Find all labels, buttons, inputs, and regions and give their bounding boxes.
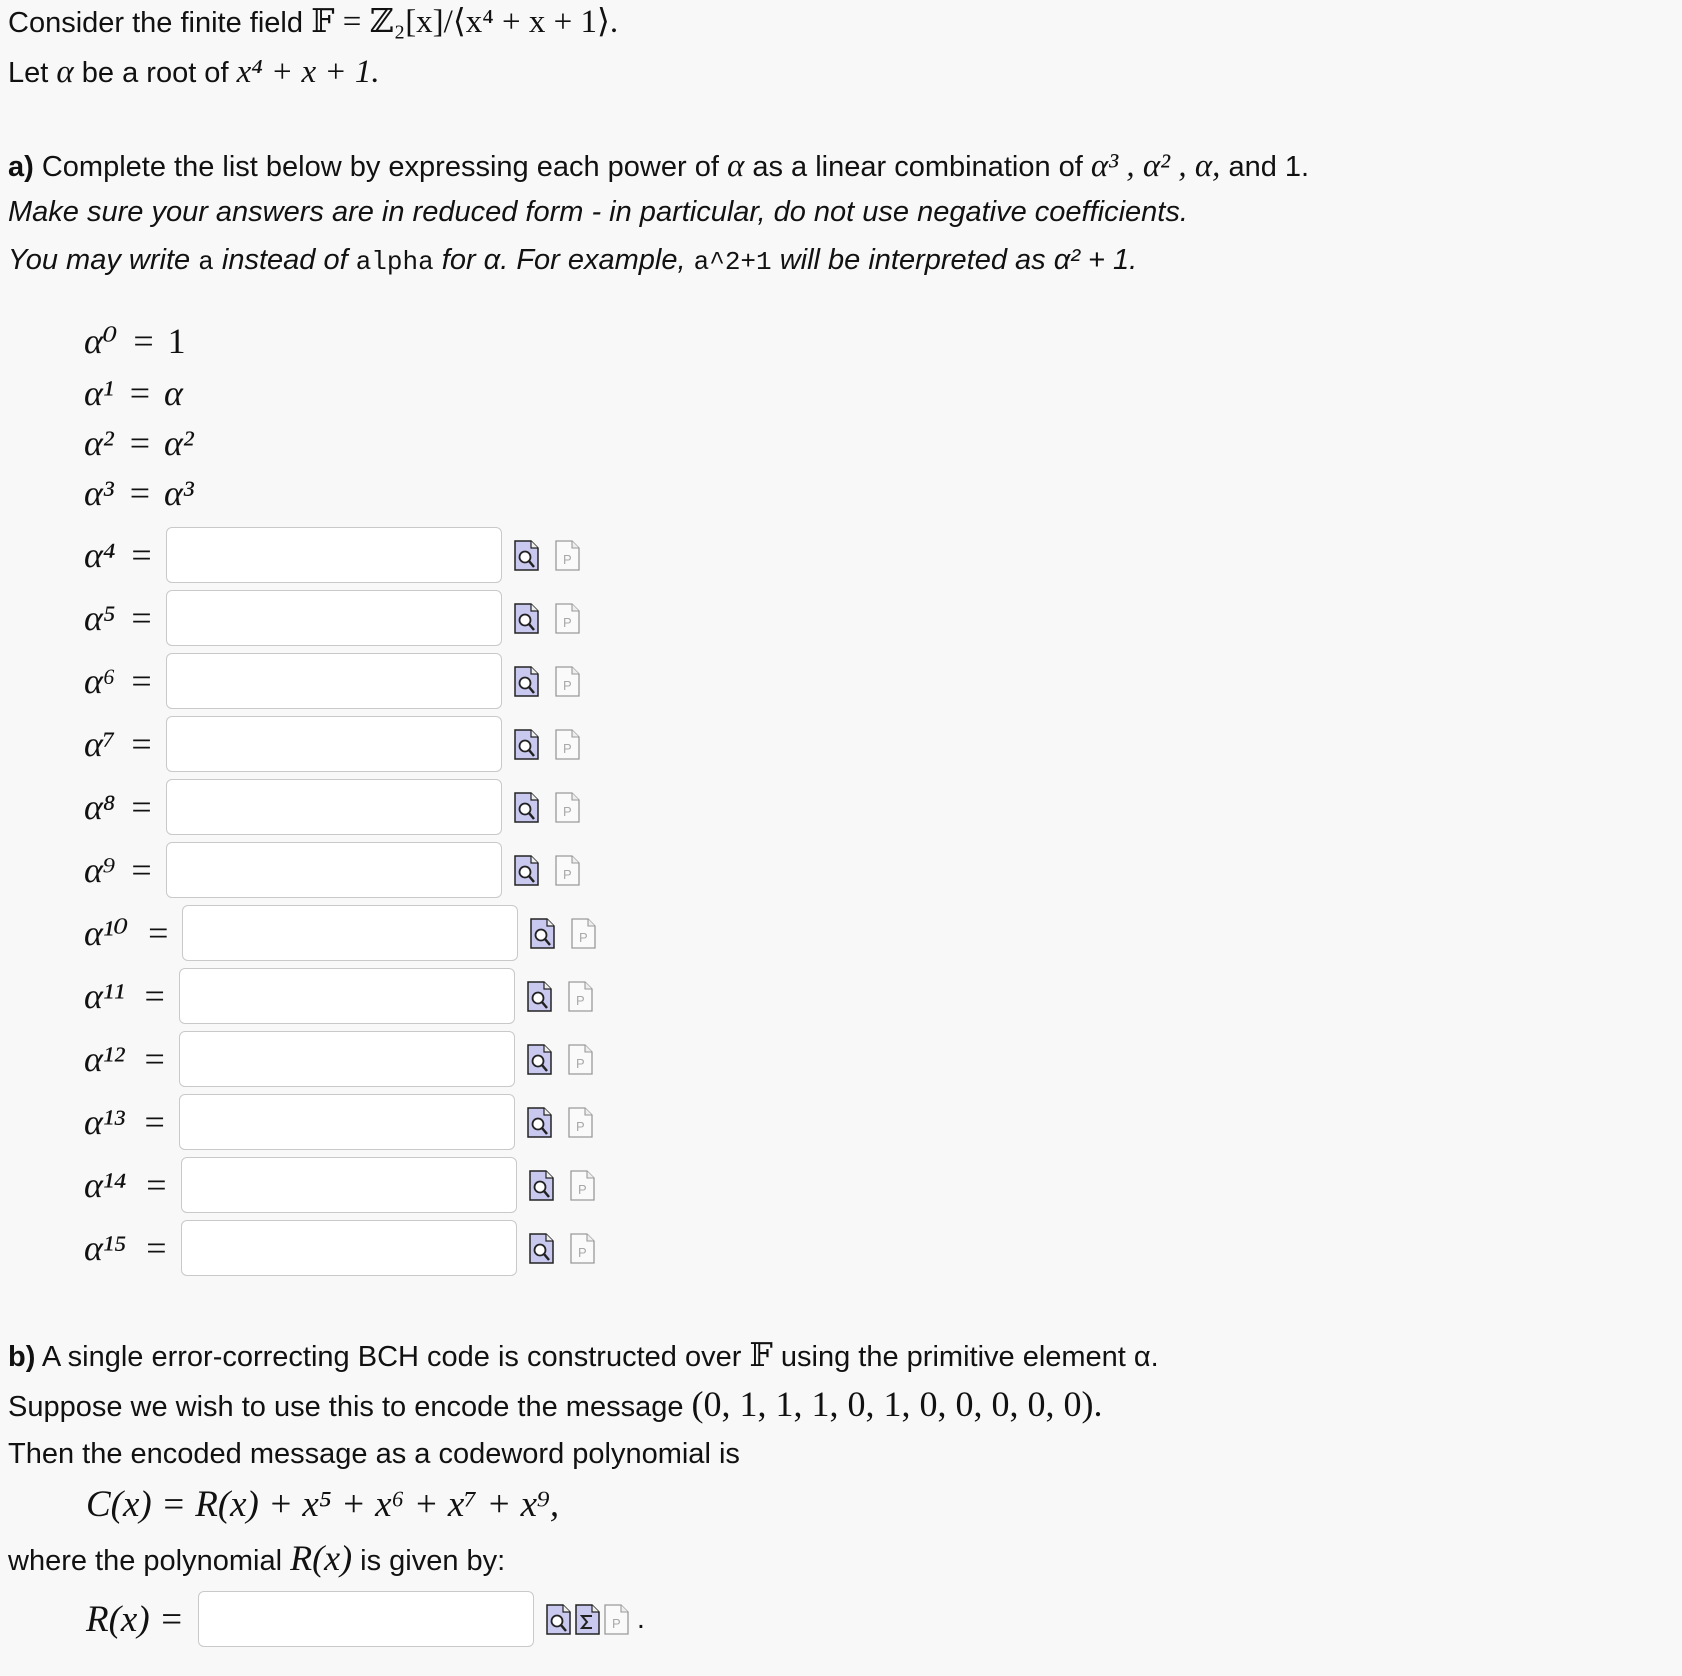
pg-help-icon[interactable]	[555, 603, 580, 634]
svg-text:P: P	[562, 677, 572, 693]
power-label: α¹⁵	[84, 1228, 127, 1268]
R-symbol: R(x)	[290, 1538, 353, 1578]
part-a-instruction	[8, 150, 1309, 183]
equals-sign: =	[131, 535, 152, 575]
part-b-line-2	[8, 1386, 1103, 1422]
basis-math: α³ , α² , α,	[1090, 148, 1221, 184]
answer-row	[84, 904, 596, 962]
power-label: α¹⁴	[84, 1165, 127, 1205]
part-b-label: b)	[8, 1341, 36, 1373]
answer-input[interactable]	[179, 1031, 515, 1087]
pg-help-icon[interactable]	[568, 981, 593, 1012]
part-a-and-one: and 1.	[1228, 151, 1310, 183]
preview-magnifier-icon[interactable]	[546, 1604, 571, 1635]
syntax-hint	[8, 246, 1137, 275]
answer-input[interactable]	[166, 716, 502, 772]
given-value: α²	[164, 423, 194, 463]
intro-text-1: Consider the finite field	[8, 7, 303, 39]
hint-for: for α. For example,	[441, 244, 686, 276]
pg-help-icon[interactable]	[555, 792, 580, 823]
answer-row	[84, 841, 580, 899]
answer-row	[84, 967, 593, 1025]
svg-text:P: P	[575, 1055, 585, 1071]
R-answer-row	[86, 1590, 645, 1648]
power-label: α⁶	[84, 661, 116, 701]
codeword-equation	[86, 1486, 559, 1523]
equals-sign: =	[133, 321, 154, 361]
equals-sign: =	[129, 423, 151, 463]
codeword-math: C(x) = R(x) + x⁵ + x⁶ + x⁷ + x⁹,	[86, 1484, 560, 1525]
power-label: α¹²	[84, 1039, 125, 1079]
answer-row	[84, 1030, 593, 1088]
alpha-symbol: α	[726, 148, 745, 184]
answer-row	[84, 526, 580, 584]
power-label: α²	[84, 423, 114, 463]
pg-help-icon[interactable]	[555, 855, 580, 886]
svg-text:P: P	[562, 740, 572, 756]
svg-text:P: P	[575, 1118, 585, 1134]
power-label: α⁰	[84, 321, 118, 361]
answer-input[interactable]	[166, 842, 502, 898]
svg-text:P: P	[577, 1181, 587, 1197]
pg-help-icon[interactable]	[555, 729, 580, 760]
answer-row	[84, 1219, 595, 1277]
hint-example-code: a^2+1	[693, 247, 772, 277]
pg-help-icon[interactable]	[570, 1233, 595, 1264]
answer-input[interactable]	[166, 779, 502, 835]
pg-help-icon[interactable]	[568, 1107, 593, 1138]
power-label: α⁵	[84, 598, 116, 638]
part-b-text-1: A single error-correcting BCH code is constructed over	[41, 1341, 742, 1373]
equals-sign: =	[129, 373, 151, 413]
svg-text:P: P	[575, 992, 585, 1008]
power-label: α⁴	[84, 535, 116, 575]
answer-input[interactable]	[181, 1157, 517, 1213]
answer-row	[84, 778, 580, 836]
part-b-text-4-end: is given by:	[360, 1545, 506, 1577]
given-value: α	[164, 373, 183, 413]
power-label: α¹¹	[84, 976, 125, 1016]
power-label: α⁹	[84, 850, 116, 890]
pg-help-icon[interactable]	[604, 1604, 629, 1635]
preview-magnifier-icon[interactable]	[514, 855, 539, 886]
equals-sign: =	[129, 473, 151, 513]
intro-root-text: be a root of	[81, 57, 229, 89]
preview-magnifier-icon[interactable]	[530, 918, 555, 949]
svg-text:P: P	[579, 929, 589, 945]
preview-magnifier-icon[interactable]	[514, 729, 539, 760]
R-lhs: R(x) =	[86, 1598, 184, 1640]
equals-sign: =	[146, 1228, 167, 1268]
power-label: α¹⁰	[84, 913, 129, 953]
field-definition-math: 𝔽 = ℤ₂[x]/⟨x⁴ + x + 1⟩.	[311, 4, 619, 40]
preview-magnifier-icon[interactable]	[527, 1107, 552, 1138]
hint-instead: instead of	[221, 244, 348, 276]
preview-magnifier-icon[interactable]	[514, 792, 539, 823]
answer-input[interactable]	[179, 1094, 515, 1150]
equals-sign: =	[144, 1102, 165, 1142]
part-b-text-4: where the polynomial	[8, 1545, 283, 1577]
power-label: α⁷	[84, 724, 116, 764]
preview-magnifier-icon[interactable]	[529, 1170, 554, 1201]
message-vector: (0, 1, 1, 1, 0, 1, 0, 0, 0, 0, 0).	[691, 1384, 1103, 1424]
part-b-text-3: Then the encoded message as a codeword polynomial is	[8, 1438, 740, 1470]
power-label: α³	[84, 473, 114, 513]
part-b-text-2: Suppose we wish to use this to encode the message	[8, 1391, 684, 1423]
preview-magnifier-icon[interactable]	[529, 1233, 554, 1264]
intro-line-2	[8, 56, 380, 89]
power-label: α¹³	[84, 1102, 125, 1142]
alpha-symbol: α	[56, 54, 74, 90]
equals-sign: =	[144, 1039, 165, 1079]
preview-magnifier-icon[interactable]	[514, 540, 539, 571]
equals-sign: =	[148, 913, 169, 953]
answer-row	[84, 589, 580, 647]
pg-help-icon[interactable]	[568, 1044, 593, 1075]
given-row	[84, 464, 194, 522]
pg-help-icon[interactable]	[570, 1170, 595, 1201]
power-label: α⁸	[84, 787, 116, 827]
given-value: α³	[164, 473, 194, 513]
pg-help-icon[interactable]	[571, 918, 596, 949]
answer-row	[84, 715, 580, 773]
intro-line-1	[8, 6, 618, 39]
answer-row	[84, 1093, 593, 1151]
preview-magnifier-icon[interactable]	[527, 981, 552, 1012]
part-a-text: Complete the list below by expressing each power of	[41, 151, 719, 183]
svg-text:P: P	[562, 866, 572, 882]
equals-sign: =	[131, 724, 152, 764]
answer-row	[84, 652, 580, 710]
part-b-line-4	[8, 1540, 505, 1576]
svg-text:P: P	[562, 551, 572, 567]
svg-text:P: P	[562, 803, 572, 819]
equation-editor-icon[interactable]	[575, 1604, 600, 1635]
answer-input[interactable]	[166, 590, 502, 646]
part-a-label: a)	[8, 151, 34, 183]
part-b-text-1-end: using the primitive element α.	[780, 1341, 1159, 1373]
equals-sign: =	[131, 661, 152, 701]
svg-text:P: P	[611, 1615, 621, 1631]
preview-magnifier-icon[interactable]	[527, 1044, 552, 1075]
power-label: α¹	[84, 373, 114, 413]
equals-sign: =	[131, 598, 152, 638]
pg-help-icon[interactable]	[555, 666, 580, 697]
hint-you-may: You may write	[8, 244, 191, 276]
polynomial-math: x⁴ + x + 1.	[236, 54, 380, 90]
answer-input[interactable]	[166, 527, 502, 583]
answer-input[interactable]	[181, 1220, 517, 1276]
answer-input[interactable]	[182, 905, 518, 961]
equals-sign: =	[131, 850, 152, 890]
preview-magnifier-icon[interactable]	[514, 666, 539, 697]
pg-help-icon[interactable]	[555, 540, 580, 571]
reduced-form-note	[8, 198, 1188, 227]
hint-a-code: a	[198, 247, 214, 277]
R-answer-input[interactable]	[198, 1591, 534, 1647]
equals-sign: =	[146, 1165, 167, 1205]
answer-row	[84, 1156, 595, 1214]
svg-text:P: P	[562, 614, 572, 630]
svg-text:P: P	[577, 1244, 587, 1260]
hint-alpha-code: alpha	[355, 247, 434, 277]
field-symbol: 𝔽	[749, 1335, 773, 1374]
given-value: 1	[167, 321, 186, 361]
answer-input[interactable]	[166, 653, 502, 709]
intro-let: Let	[8, 57, 49, 89]
equals-sign: =	[144, 976, 165, 1016]
preview-magnifier-icon[interactable]	[514, 603, 539, 634]
given-row	[84, 312, 186, 370]
part-a-text-mid: as a linear combination of	[752, 151, 1083, 183]
answer-input[interactable]	[179, 968, 515, 1024]
part-b-line-3	[8, 1440, 740, 1469]
reduced-form-text: Make sure your answers are in reduced form - in particular, do not use negative coefficients.	[8, 196, 1188, 228]
hint-interpreted: will be interpreted as α² + 1.	[779, 244, 1138, 276]
trailing-period: .	[636, 1602, 645, 1635]
part-b-line-1	[8, 1335, 1159, 1374]
equals-sign: =	[131, 787, 152, 827]
